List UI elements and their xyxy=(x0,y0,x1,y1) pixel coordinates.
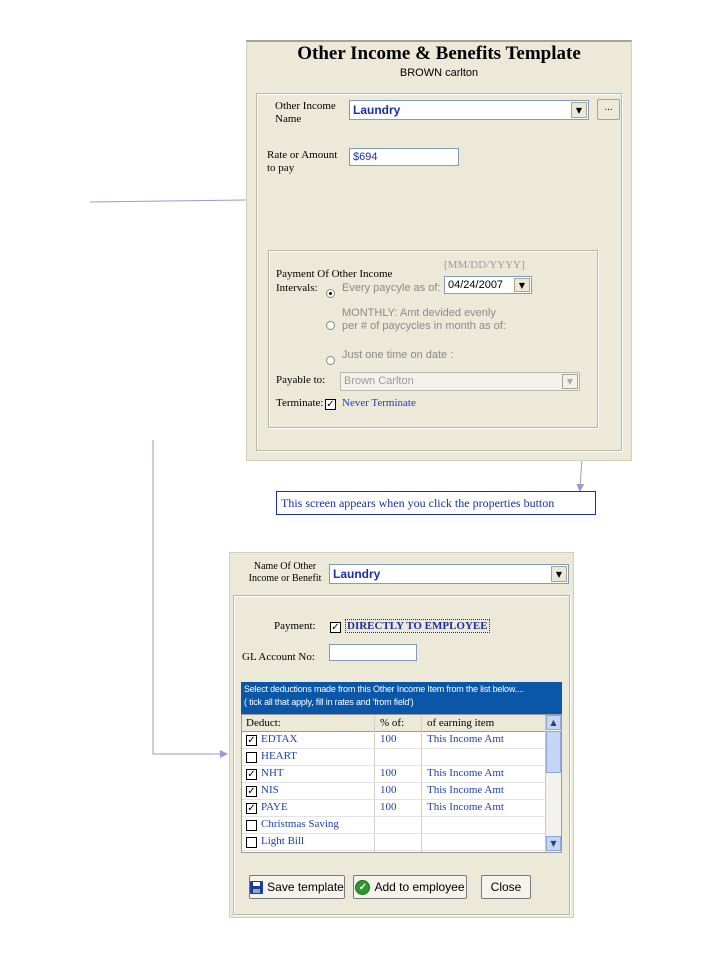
other-income-name-combo[interactable] xyxy=(349,100,589,120)
radio-monthly[interactable] xyxy=(326,321,335,330)
deduct-pct[interactable]: 100 xyxy=(380,733,397,745)
deduct-name: Christmas Saving xyxy=(261,818,339,830)
other-income-name-value: Laundry xyxy=(353,103,401,117)
terminate-checkbox[interactable]: ✓ xyxy=(326,398,335,410)
interval-monthly-label-line1: MONTHLY: Amt devided evenly xyxy=(342,307,496,319)
interval-option-one-time[interactable] xyxy=(326,349,454,369)
deduct-name: PAYE xyxy=(261,801,288,813)
interval-option-every-paycycle[interactable] xyxy=(326,282,441,302)
column-header-pct[interactable]: % of: xyxy=(380,717,405,729)
interval-one-time-label: Just one time on date : xyxy=(342,349,454,361)
table-row[interactable] xyxy=(242,834,545,851)
rate-label: Rate or Amount to pay xyxy=(267,149,338,174)
save-template-button[interactable] xyxy=(249,875,345,899)
checkmark-icon: ✓ xyxy=(355,880,370,895)
chevron-down-icon[interactable]: ▼ xyxy=(571,102,587,118)
deduct-name: HEART xyxy=(261,750,298,762)
add-to-employee-button[interactable] xyxy=(353,875,467,899)
payment-value[interactable]: DIRECTLY TO EMPLOYEE xyxy=(347,620,488,632)
interval-date-picker[interactable] xyxy=(444,276,532,294)
deduct-checkbox[interactable] xyxy=(246,820,257,831)
payable-to-combo[interactable] xyxy=(340,372,580,391)
deduct-name: NIS xyxy=(261,784,279,796)
deduct-checkbox[interactable]: ✓ xyxy=(247,734,256,746)
deduct-item[interactable]: This Income Amt xyxy=(427,784,504,796)
deduct-name: Light Bill xyxy=(261,835,305,847)
radio-every-paycycle[interactable] xyxy=(326,289,335,298)
column-header-item[interactable]: of earning item xyxy=(427,717,495,729)
chevron-down-icon[interactable]: ▼ xyxy=(562,374,578,389)
intervals-label: Intervals: xyxy=(276,282,318,294)
calendar-dropdown-icon[interactable]: ▼ xyxy=(514,278,530,292)
deductions-header-line2: ( tick all that apply, fill in rates and 'from field') xyxy=(244,697,414,707)
deduct-checkbox[interactable] xyxy=(246,837,257,848)
rate-input[interactable] xyxy=(349,148,459,166)
window-title: Other Income & Benefits Template xyxy=(297,43,581,64)
deduct-pct[interactable]: 100 xyxy=(380,801,397,813)
date-format-hint: [MM/DD/YYYY] xyxy=(444,259,525,271)
deduct-name: NHT xyxy=(261,767,284,779)
deduct-pct[interactable]: 100 xyxy=(380,767,397,779)
floppy-disk-icon xyxy=(250,881,263,894)
employee-name: BROWN carlton xyxy=(399,67,479,79)
gl-account-input[interactable] xyxy=(329,644,417,661)
deduct-item[interactable]: This Income Amt xyxy=(427,801,504,813)
table-row[interactable] xyxy=(242,783,545,800)
connector-line-grid xyxy=(153,440,224,754)
name-of-income-label-line2: Income or Benefit xyxy=(248,573,322,584)
annotation-callout: This screen appears when you click the properties button xyxy=(276,491,596,515)
interval-every-paycycle-label: Every paycyle as of: xyxy=(342,282,441,294)
income-template-window xyxy=(246,40,632,461)
payment-checkbox[interactable]: ✓ xyxy=(331,621,340,633)
column-header-deduct[interactable]: Deduct: xyxy=(246,717,281,729)
grid-scrollbar[interactable] xyxy=(545,715,561,852)
payable-to-label: Payable to: xyxy=(276,374,326,386)
radio-one-time[interactable] xyxy=(326,356,335,365)
chevron-down-icon[interactable]: ▼ xyxy=(551,566,567,582)
table-row[interactable] xyxy=(242,817,545,834)
deduct-name: EDTAX xyxy=(261,733,298,745)
table-row[interactable] xyxy=(242,732,545,749)
deductions-header-line1: Select deductions made from this Other Income Item from the list below.... xyxy=(244,684,524,694)
close-button[interactable] xyxy=(481,875,531,899)
deduct-checkbox[interactable]: ✓ xyxy=(247,802,256,814)
deductions-header xyxy=(241,682,562,714)
gl-account-label: GL Account No: xyxy=(242,651,315,663)
table-row[interactable] xyxy=(242,749,545,766)
terminate-label: Terminate: xyxy=(276,397,324,409)
table-row[interactable] xyxy=(242,766,545,783)
rate-value: $694 xyxy=(353,151,378,163)
save-template-label: Save template xyxy=(267,880,344,894)
deductions-grid[interactable] xyxy=(241,714,562,853)
terminate-value: Never Terminate xyxy=(342,397,416,409)
income-properties-window xyxy=(229,552,574,918)
add-to-employee-label: Add to employee xyxy=(374,880,465,894)
payment-label: Payment: xyxy=(274,620,316,632)
interval-option-monthly[interactable] xyxy=(326,307,506,334)
deduct-checkbox[interactable]: ✓ xyxy=(247,785,256,797)
interval-monthly-label-line2: per # of paycycles in month as of: xyxy=(342,320,506,332)
other-income-name-label: Other Income Name xyxy=(275,100,336,125)
scroll-thumb[interactable] xyxy=(546,731,561,773)
close-label: Close xyxy=(490,880,522,894)
deduct-checkbox[interactable]: ✓ xyxy=(247,768,256,780)
name-of-income-label-line1: Name Of Other xyxy=(253,561,317,572)
income-name-value: Laundry xyxy=(333,567,381,581)
income-name-combo[interactable] xyxy=(329,564,569,584)
grid-header-row xyxy=(242,715,545,732)
payable-to-value: Brown Carlton xyxy=(344,375,414,387)
scroll-up-icon[interactable]: ▲ xyxy=(546,715,561,730)
deduct-pct[interactable]: 100 xyxy=(380,784,397,796)
properties-button[interactable]: ... xyxy=(597,99,620,120)
name-of-income-label xyxy=(242,561,328,585)
interval-date-value: 04/24/2007 xyxy=(448,279,504,291)
table-row[interactable] xyxy=(242,800,545,817)
deduct-item[interactable]: This Income Amt xyxy=(427,733,504,745)
payment-group-title: Payment Of Other Income xyxy=(276,268,393,280)
deduct-item[interactable]: This Income Amt xyxy=(427,767,504,779)
scroll-down-icon[interactable]: ▼ xyxy=(546,836,561,851)
deduct-checkbox[interactable] xyxy=(246,752,257,763)
